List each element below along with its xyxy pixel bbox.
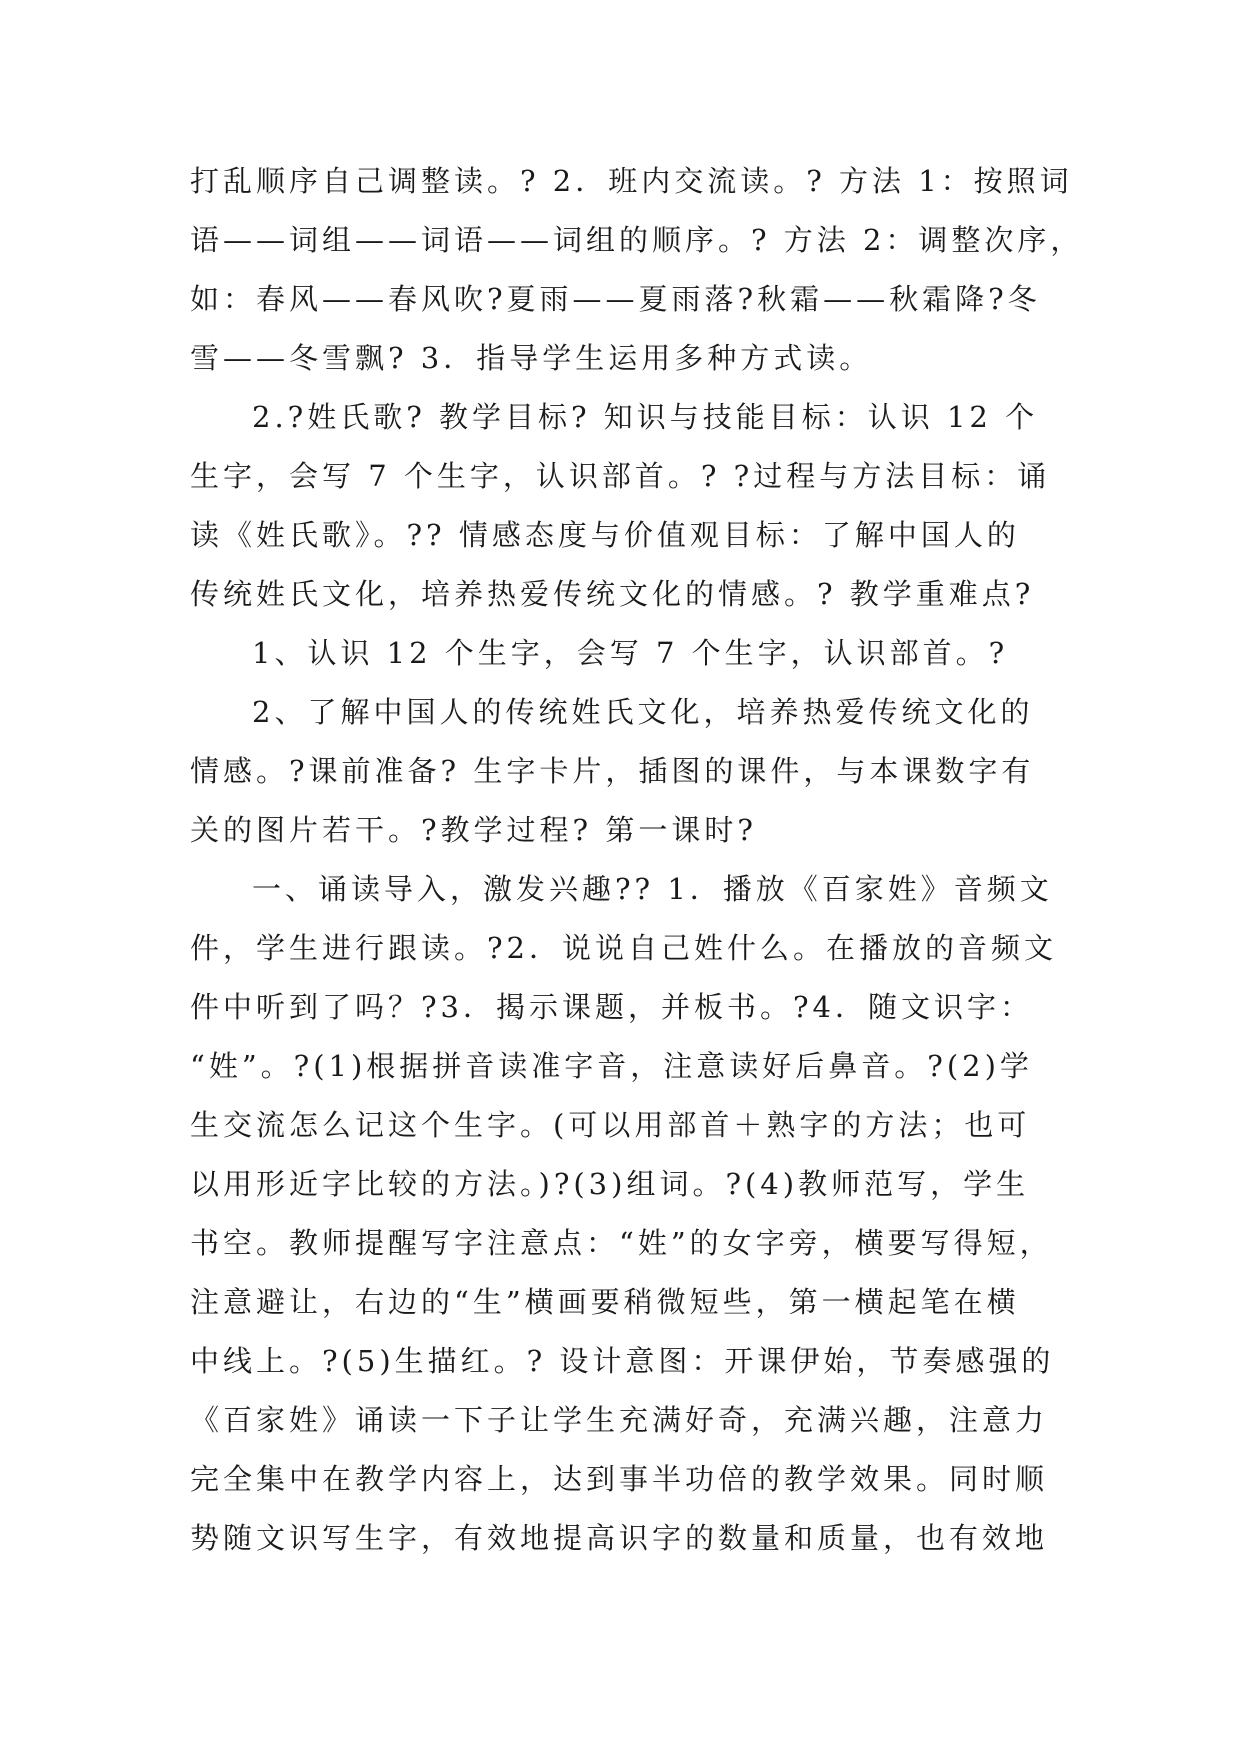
document-body: [190, 152, 1084, 1568]
text-line: 2、了解中国人的传统姓氏文化，培养热爱传统文化的: [252, 695, 1034, 729]
text-line: 传统姓氏文化，培养热爱传统文化的情感。? 教学重难点?: [190, 577, 1035, 611]
text-line: 关的图片若干。?教学过程? 第一课时?: [190, 813, 757, 847]
text-line: 一、诵读导入，激发兴趣?? 1．播放《百家姓》音频文: [252, 872, 1053, 906]
text-line: 书空。教师提醒写字注意点：“姓”的女字旁，横要写得短，: [190, 1226, 1053, 1260]
text-line: 语——词组——词语——词组的顺序。? 方法 2：调整次序，: [190, 223, 1084, 257]
text-line: 中线上。?(5)生描红。? 设计意图：开课伊始，节奏感强的: [190, 1344, 1055, 1378]
text-line: 件中听到了吗？?3．揭示课题，并板书。?4．随文识字：: [190, 990, 1033, 1024]
text-line: 以用形近字比较的方法。)?(3)组词。?(4)教师范写，学生: [190, 1167, 1030, 1201]
text-line: 打乱顺序自己调整读。? 2．班内交流读。? 方法 1：按照词: [190, 164, 1073, 198]
text-line: 势随文识写生字，有效地提高识字的数量和质量，也有效地: [190, 1521, 1049, 1555]
text-line: 情感。?课前准备? 生字卡片，插图的课件，与本课数字有: [190, 754, 1035, 788]
text-line: “姓”。?(1)根据拼音读准字音，注意读好后鼻音。?(2)学: [190, 1049, 1033, 1083]
text-line: 注意避让，右边的“生”横画要稍微短些，第一横起笔在横: [190, 1285, 1020, 1319]
text-line: 如：春风——春风吹?夏雨——夏雨落?秋霜——秋霜降?冬: [190, 282, 1041, 316]
text-line: 生交流怎么记这个生字。(可以用部首＋熟字的方法；也可: [190, 1108, 1031, 1142]
text-line: 雪——冬雪飘? 3．指导学生运用多种方式读。: [190, 341, 873, 375]
text-line: 1、认识 12 个生字，会写 7 个生字，认识部首。?: [252, 636, 1009, 670]
text-line: 《百家姓》诵读一下子让学生充满好奇，充满兴趣，注意力: [190, 1403, 1049, 1437]
text-line: 读《姓氏歌》。?? 情感态度与价值观目标：了解中国人的: [190, 518, 1020, 552]
text-line: 完全集中在教学内容上，达到事半功倍的教学效果。同时顺: [190, 1462, 1049, 1496]
text-line: 件，学生进行跟读。?2．说说自己姓什么。在播放的音频文: [190, 931, 1057, 965]
text-line: 生字，会写 7 个生字，认识部首。? ?过程与方法目标：诵: [190, 459, 1051, 493]
text-line: 2.?姓氏歌? 教学目标? 知识与技能目标：认识 12 个: [252, 400, 1039, 434]
